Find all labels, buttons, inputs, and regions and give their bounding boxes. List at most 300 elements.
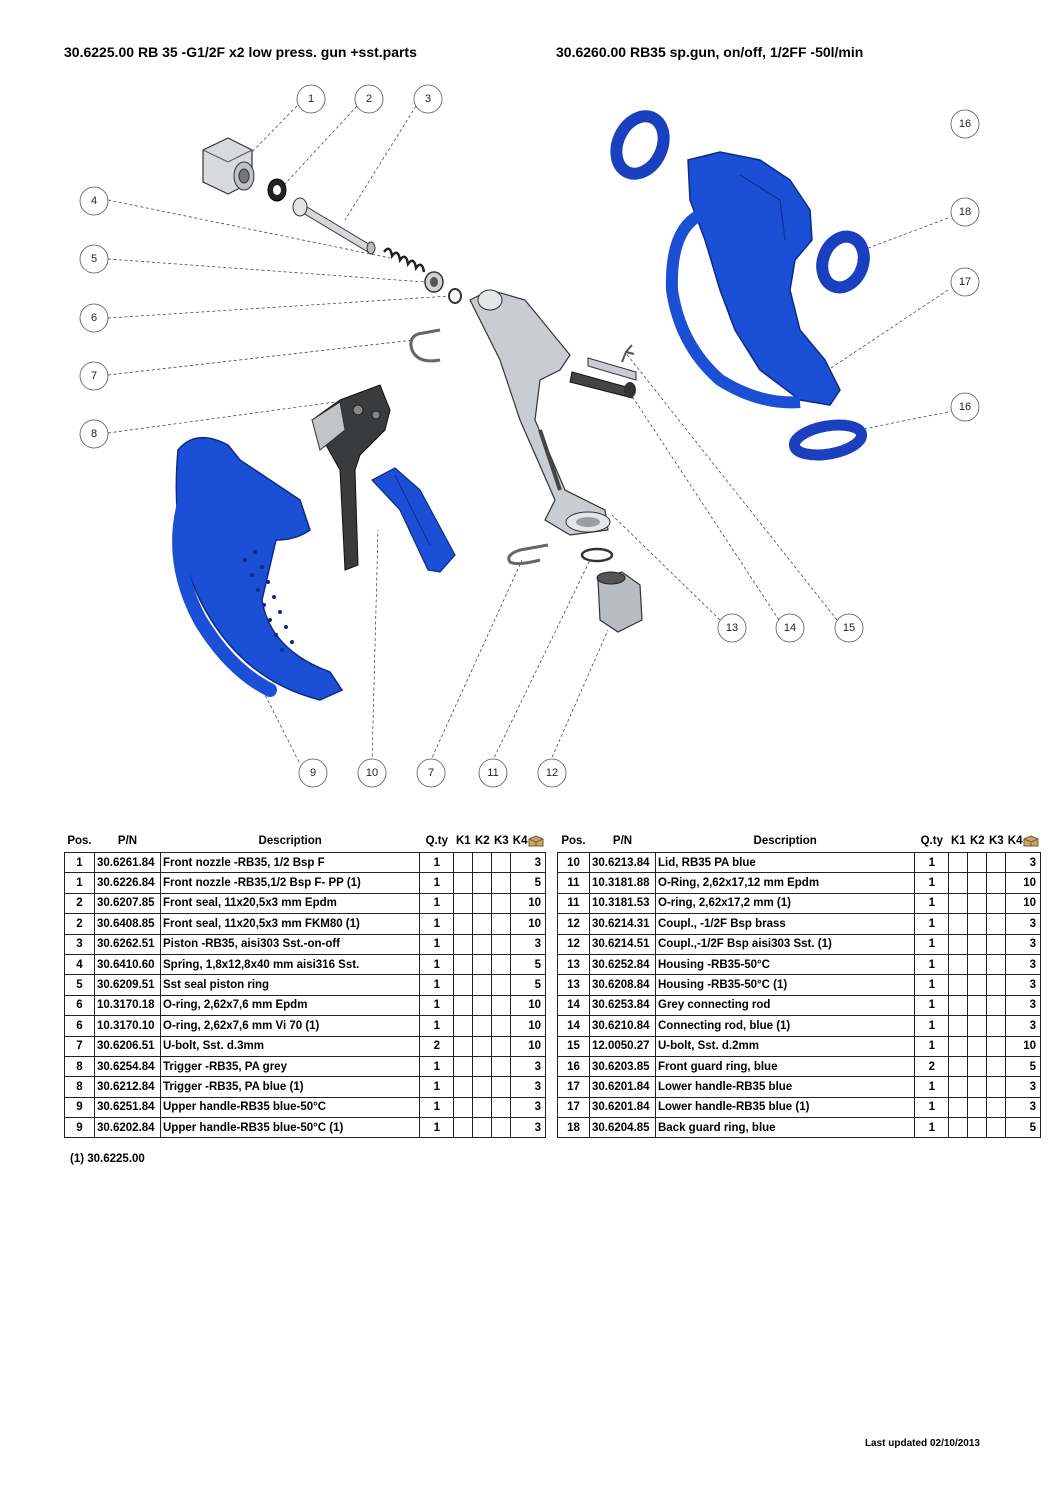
row-k2	[968, 975, 987, 995]
table-row	[65, 975, 546, 995]
row-part-number: 30.6251.84	[95, 1097, 161, 1117]
table-row	[65, 954, 546, 974]
table-row	[558, 1118, 1041, 1138]
table-row	[558, 1077, 1041, 1097]
right-title: 30.6260.00 RB35 sp.gun, on/off, 1/2FF -50l/min	[556, 44, 864, 60]
row-description: Coupl.,-1/2F Bsp aisi303 Sst. (1)	[656, 934, 915, 954]
row-part-number: 30.6208.84	[590, 975, 656, 995]
last-updated: Last updated 02/10/2013	[864, 1438, 980, 1449]
row-pos: 17	[558, 1077, 590, 1097]
row-part-number: 30.6206.51	[95, 1036, 161, 1056]
row-part-number: 30.6213.84	[590, 853, 656, 873]
table-row	[558, 1097, 1041, 1117]
row-quantity: 1	[915, 873, 949, 893]
row-description: Sst seal piston ring	[161, 975, 420, 995]
row-k4: 3	[1006, 1016, 1041, 1036]
header-qty: Q.ty	[920, 835, 943, 847]
table-row	[65, 995, 546, 1015]
row-description: Trigger -RB35, PA blue (1)	[161, 1077, 420, 1097]
table-row	[558, 853, 1041, 873]
table-row	[558, 1016, 1041, 1036]
row-description: Upper handle-RB35 blue-50°C (1)	[161, 1118, 420, 1138]
svg-text:16: 16	[958, 401, 972, 413]
o-ring-part	[449, 289, 461, 303]
header-k3: K3	[988, 835, 1004, 847]
row-part-number: 30.6207.85	[95, 893, 161, 913]
row-k2	[968, 1036, 987, 1056]
row-k4: 10	[511, 1016, 546, 1036]
row-k4: 3	[1006, 954, 1041, 974]
row-description: Housing -RB35-50°C (1)	[656, 975, 915, 995]
row-k3	[987, 995, 1006, 1015]
table-row	[558, 954, 1041, 974]
row-description: Connecting rod, blue (1)	[656, 1016, 915, 1036]
row-k1	[454, 1016, 473, 1036]
svg-text:4: 4	[90, 195, 98, 207]
row-quantity: 1	[420, 893, 454, 913]
row-k2	[968, 954, 987, 974]
row-k4: 10	[1006, 1036, 1041, 1056]
row-k2	[968, 995, 987, 1015]
row-k3	[492, 893, 511, 913]
row-pos: 16	[558, 1056, 590, 1076]
row-pos: 12	[558, 914, 590, 934]
row-description: Front guard ring, blue	[656, 1056, 915, 1076]
row-quantity: 1	[915, 893, 949, 913]
row-part-number: 10.3181.88	[590, 873, 656, 893]
row-k4: 3	[511, 1056, 546, 1076]
row-k3	[987, 975, 1006, 995]
row-k2	[968, 914, 987, 934]
row-k4: 5	[511, 954, 546, 974]
row-k2	[473, 934, 492, 954]
callout-11	[479, 759, 507, 787]
row-description: Front seal, 11x20,5x3 mm Epdm	[161, 893, 420, 913]
row-k1	[454, 1118, 473, 1138]
row-k1	[454, 1036, 473, 1056]
row-k2	[473, 1118, 492, 1138]
header-pn: P/N	[612, 835, 633, 847]
row-k4: 3	[511, 1097, 546, 1117]
row-k3	[492, 1056, 511, 1076]
left-title: 30.6225.00 RB 35 -G1/2F x2 low press. gun +sst.parts	[64, 44, 417, 60]
row-part-number: 30.6212.84	[95, 1077, 161, 1097]
table-row	[65, 1077, 546, 1097]
u-bolt-small-part	[622, 345, 634, 362]
row-pos: 17	[558, 1097, 590, 1117]
row-description: Housing -RB35-50°C	[656, 954, 915, 974]
row-quantity: 1	[420, 1077, 454, 1097]
row-k3	[987, 914, 1006, 934]
row-k1	[454, 914, 473, 934]
callout-4	[80, 187, 108, 215]
row-quantity: 1	[420, 954, 454, 974]
callout-12	[538, 759, 566, 787]
callout-6	[80, 304, 108, 332]
row-part-number: 30.6226.84	[95, 873, 161, 893]
row-description: Spring, 1,8x12,8x40 mm aisi316 Sst.	[161, 954, 420, 974]
row-description: Front nozzle -RB35, 1/2 Bsp F	[161, 853, 420, 873]
row-description: Lower handle-RB35 blue	[656, 1077, 915, 1097]
svg-text:16: 16	[958, 118, 972, 130]
table-row	[65, 893, 546, 913]
row-quantity: 1	[915, 995, 949, 1015]
row-k3	[492, 954, 511, 974]
row-quantity: 1	[420, 853, 454, 873]
row-k3	[987, 893, 1006, 913]
row-k2	[473, 1077, 492, 1097]
row-quantity: 2	[420, 1036, 454, 1056]
callout-1	[297, 85, 325, 113]
row-k3	[987, 1077, 1006, 1097]
header-pos: Pos.	[561, 835, 586, 847]
box-icon	[1023, 835, 1039, 847]
row-description: U-bolt, Sst. d.3mm	[161, 1036, 420, 1056]
row-k4: 3	[1006, 1097, 1041, 1117]
svg-text:7: 7	[427, 767, 435, 779]
row-k1	[949, 975, 968, 995]
row-k3	[492, 995, 511, 1015]
row-pos: 2	[65, 893, 95, 913]
row-k1	[949, 1097, 968, 1117]
callout-2	[355, 85, 383, 113]
row-part-number: 30.6210.84	[590, 1016, 656, 1036]
row-pos: 7	[65, 1036, 95, 1056]
row-k2	[473, 1056, 492, 1076]
row-part-number: 30.6204.85	[590, 1118, 656, 1138]
svg-text:5: 5	[90, 253, 98, 265]
header-k2: K2	[474, 835, 490, 847]
svg-text:17: 17	[958, 276, 972, 288]
row-k2	[968, 1056, 987, 1076]
row-pos: 14	[558, 995, 590, 1015]
row-k4: 3	[511, 934, 546, 954]
row-k3	[987, 934, 1006, 954]
parts-table-right	[557, 830, 1041, 1138]
table-row	[558, 1036, 1041, 1056]
row-part-number: 30.6253.84	[590, 995, 656, 1015]
row-description: Grey connecting rod	[656, 995, 915, 1015]
row-k3	[987, 873, 1006, 893]
row-k2	[473, 1016, 492, 1036]
row-k2	[968, 873, 987, 893]
row-quantity: 1	[915, 1118, 949, 1138]
table-row	[558, 975, 1041, 995]
table-row	[65, 873, 546, 893]
row-k3	[987, 1036, 1006, 1056]
row-pos: 8	[65, 1077, 95, 1097]
row-part-number: 30.6214.51	[590, 934, 656, 954]
row-k2	[473, 1097, 492, 1117]
row-k2	[473, 995, 492, 1015]
row-pos: 9	[65, 1097, 95, 1117]
row-quantity: 1	[915, 934, 949, 954]
row-k1	[454, 893, 473, 913]
row-description: O-ring, 2,62x7,6 mm Vi 70 (1)	[161, 1016, 420, 1036]
table-row	[558, 995, 1041, 1015]
row-pos: 1	[65, 853, 95, 873]
row-k1	[454, 934, 473, 954]
row-pos: 8	[65, 1056, 95, 1076]
svg-text:3: 3	[424, 93, 432, 105]
row-k1	[949, 1016, 968, 1036]
row-pos: 11	[558, 873, 590, 893]
housing-part	[470, 290, 610, 535]
row-pos: 9	[65, 1118, 95, 1138]
row-k4: 10	[511, 914, 546, 934]
row-pos: 15	[558, 1036, 590, 1056]
row-k3	[492, 975, 511, 995]
row-part-number: 10.3181.53	[590, 893, 656, 913]
row-description: O-Ring, 2,62x17,12 mm Epdm	[656, 873, 915, 893]
header-k2: K2	[969, 835, 985, 847]
header-pn: P/N	[117, 835, 138, 847]
row-k4: 3	[511, 853, 546, 873]
row-k4: 3	[1006, 914, 1041, 934]
table-row	[65, 1097, 546, 1117]
row-k4: 10	[511, 893, 546, 913]
row-k3	[987, 954, 1006, 974]
callout-17	[951, 268, 979, 296]
row-part-number: 30.6209.51	[95, 975, 161, 995]
svg-text:7: 7	[90, 370, 98, 382]
svg-text:2: 2	[365, 93, 373, 105]
front-nozzle-part	[203, 138, 254, 194]
row-k2	[968, 853, 987, 873]
callout-14	[776, 614, 804, 642]
row-part-number: 10.3170.18	[95, 995, 161, 1015]
table-row	[65, 934, 546, 954]
svg-text:6: 6	[90, 312, 98, 324]
row-k4: 10	[1006, 893, 1041, 913]
coupling-part	[597, 572, 642, 632]
row-description: Lid, RB35 PA blue	[656, 853, 915, 873]
row-k1	[949, 954, 968, 974]
callout-16b	[951, 393, 979, 421]
row-pos: 4	[65, 954, 95, 974]
callout-8	[80, 420, 108, 448]
header-k3: K3	[493, 835, 509, 847]
callout-13	[718, 614, 746, 642]
header-qty: Q.ty	[425, 835, 448, 847]
row-quantity: 1	[420, 1016, 454, 1036]
row-k2	[968, 934, 987, 954]
row-k4: 10	[511, 995, 546, 1015]
row-description: Front nozzle -RB35,1/2 Bsp F- PP (1)	[161, 873, 420, 893]
table-row	[558, 934, 1041, 954]
row-k4: 3	[1006, 995, 1041, 1015]
header-k4: K4	[511, 830, 546, 853]
row-quantity: 1	[420, 934, 454, 954]
row-k4: 5	[511, 873, 546, 893]
callout-3	[414, 85, 442, 113]
header-desc: Description	[258, 835, 322, 847]
row-k4: 3	[1006, 1077, 1041, 1097]
svg-text:8: 8	[90, 428, 98, 440]
row-k1	[454, 1077, 473, 1097]
svg-text:9: 9	[309, 767, 317, 779]
row-part-number: 30.6201.84	[590, 1077, 656, 1097]
row-k4: 10	[511, 1036, 546, 1056]
seal-piston-ring-part	[425, 272, 443, 292]
row-part-number: 30.6262.51	[95, 934, 161, 954]
table-row	[65, 1118, 546, 1138]
row-part-number: 12.0050.27	[590, 1036, 656, 1056]
row-k2	[473, 914, 492, 934]
row-k3	[492, 1016, 511, 1036]
callout-15	[835, 614, 863, 642]
row-quantity: 1	[915, 954, 949, 974]
row-description: Trigger -RB35, PA grey	[161, 1056, 420, 1076]
row-k4: 5	[1006, 1118, 1041, 1138]
row-part-number: 10.3170.10	[95, 1016, 161, 1036]
svg-text:18: 18	[958, 206, 972, 218]
row-k3	[492, 1036, 511, 1056]
piston-part	[293, 198, 375, 254]
row-description: U-bolt, Sst. d.2mm	[656, 1036, 915, 1056]
row-k3	[492, 853, 511, 873]
row-k1	[949, 1077, 968, 1097]
row-description: O-ring, 2,62x17,2 mm (1)	[656, 893, 915, 913]
row-pos: 3	[65, 934, 95, 954]
row-k1	[949, 1118, 968, 1138]
row-k4: 5	[511, 975, 546, 995]
table-row	[65, 853, 546, 873]
callout-16	[951, 110, 979, 138]
row-k4: 10	[1006, 873, 1041, 893]
row-description: Lower handle-RB35 blue (1)	[656, 1097, 915, 1117]
row-quantity: 1	[915, 1097, 949, 1117]
row-description: Back guard ring, blue	[656, 1118, 915, 1138]
header-k4: K4	[1006, 830, 1041, 853]
table-row	[558, 1056, 1041, 1076]
row-k4: 3	[1006, 975, 1041, 995]
front-guard-ring-part	[607, 109, 672, 182]
row-quantity: 1	[420, 1097, 454, 1117]
row-quantity: 1	[915, 975, 949, 995]
row-k2	[968, 893, 987, 913]
svg-text:15: 15	[842, 622, 856, 634]
row-k1	[949, 914, 968, 934]
row-k1	[949, 1036, 968, 1056]
row-pos: 12	[558, 934, 590, 954]
upper-handle-part	[176, 438, 342, 700]
row-k1	[949, 893, 968, 913]
parts-table-left	[64, 830, 546, 1138]
row-quantity: 1	[915, 1077, 949, 1097]
svg-text:13: 13	[725, 622, 739, 634]
row-k3	[492, 914, 511, 934]
table-row	[65, 1056, 546, 1076]
row-k1	[454, 853, 473, 873]
callout-10	[358, 759, 386, 787]
row-part-number: 30.6410.60	[95, 954, 161, 974]
table-header	[558, 830, 1041, 853]
callout-5	[80, 245, 108, 273]
row-quantity: 1	[915, 914, 949, 934]
row-k2	[968, 1118, 987, 1138]
callout-9	[299, 759, 327, 787]
row-k4: 3	[1006, 853, 1041, 873]
row-k2	[968, 1097, 987, 1117]
row-k3	[987, 1016, 1006, 1036]
table-row	[558, 893, 1041, 913]
row-k1	[949, 1056, 968, 1076]
row-part-number: 30.6201.84	[590, 1097, 656, 1117]
row-pos: 13	[558, 954, 590, 974]
row-k2	[473, 975, 492, 995]
footnote: (1) 30.6225.00	[70, 1153, 145, 1165]
table-row	[65, 1036, 546, 1056]
table-row	[558, 914, 1041, 934]
row-k3	[987, 1097, 1006, 1117]
callout-7	[80, 362, 108, 390]
row-pos: 14	[558, 1016, 590, 1036]
row-k1	[454, 975, 473, 995]
row-k3	[492, 1097, 511, 1117]
svg-text:12: 12	[545, 767, 559, 779]
header-pos: Pos.	[67, 835, 92, 847]
table-row	[65, 914, 546, 934]
row-description: Coupl., -1/2F Bsp brass	[656, 914, 915, 934]
table-row	[558, 873, 1041, 893]
callout-7b	[417, 759, 445, 787]
row-part-number: 30.6214.31	[590, 914, 656, 934]
header-k1: K1	[950, 835, 966, 847]
row-k3	[987, 1118, 1006, 1138]
row-k1	[949, 873, 968, 893]
row-part-number: 30.6203.85	[590, 1056, 656, 1076]
o-ring-large-part	[582, 549, 612, 561]
row-k1	[949, 995, 968, 1015]
row-quantity: 1	[915, 1016, 949, 1036]
row-k3	[987, 853, 1006, 873]
svg-text:11: 11	[487, 767, 499, 779]
row-k2	[968, 1077, 987, 1097]
row-pos: 5	[65, 975, 95, 995]
row-k3	[492, 1118, 511, 1138]
row-k4: 3	[511, 1077, 546, 1097]
box-icon	[528, 835, 544, 847]
row-k3	[492, 934, 511, 954]
lid-part	[372, 468, 455, 572]
row-part-number: 30.6408.85	[95, 914, 161, 934]
row-part-number: 30.6202.84	[95, 1118, 161, 1138]
row-quantity: 1	[420, 995, 454, 1015]
row-k2	[473, 893, 492, 913]
lower-handle-part	[672, 152, 840, 405]
row-pos: 13	[558, 975, 590, 995]
table-row	[65, 1016, 546, 1036]
spring-part	[384, 249, 424, 272]
row-k2	[473, 1036, 492, 1056]
row-k1	[454, 1056, 473, 1076]
row-k2	[473, 873, 492, 893]
u-bolt-part	[411, 330, 440, 361]
row-pos: 1	[65, 873, 95, 893]
row-k3	[492, 873, 511, 893]
row-description: Upper handle-RB35 blue-50°C	[161, 1097, 420, 1117]
row-quantity: 1	[420, 1056, 454, 1076]
svg-text:10: 10	[365, 767, 379, 779]
row-k4: 5	[1006, 1056, 1041, 1076]
row-part-number: 30.6252.84	[590, 954, 656, 974]
row-k2	[473, 954, 492, 974]
callout-18	[951, 198, 979, 226]
row-k1	[454, 1097, 473, 1117]
row-quantity: 2	[915, 1056, 949, 1076]
header-desc: Description	[753, 835, 817, 847]
